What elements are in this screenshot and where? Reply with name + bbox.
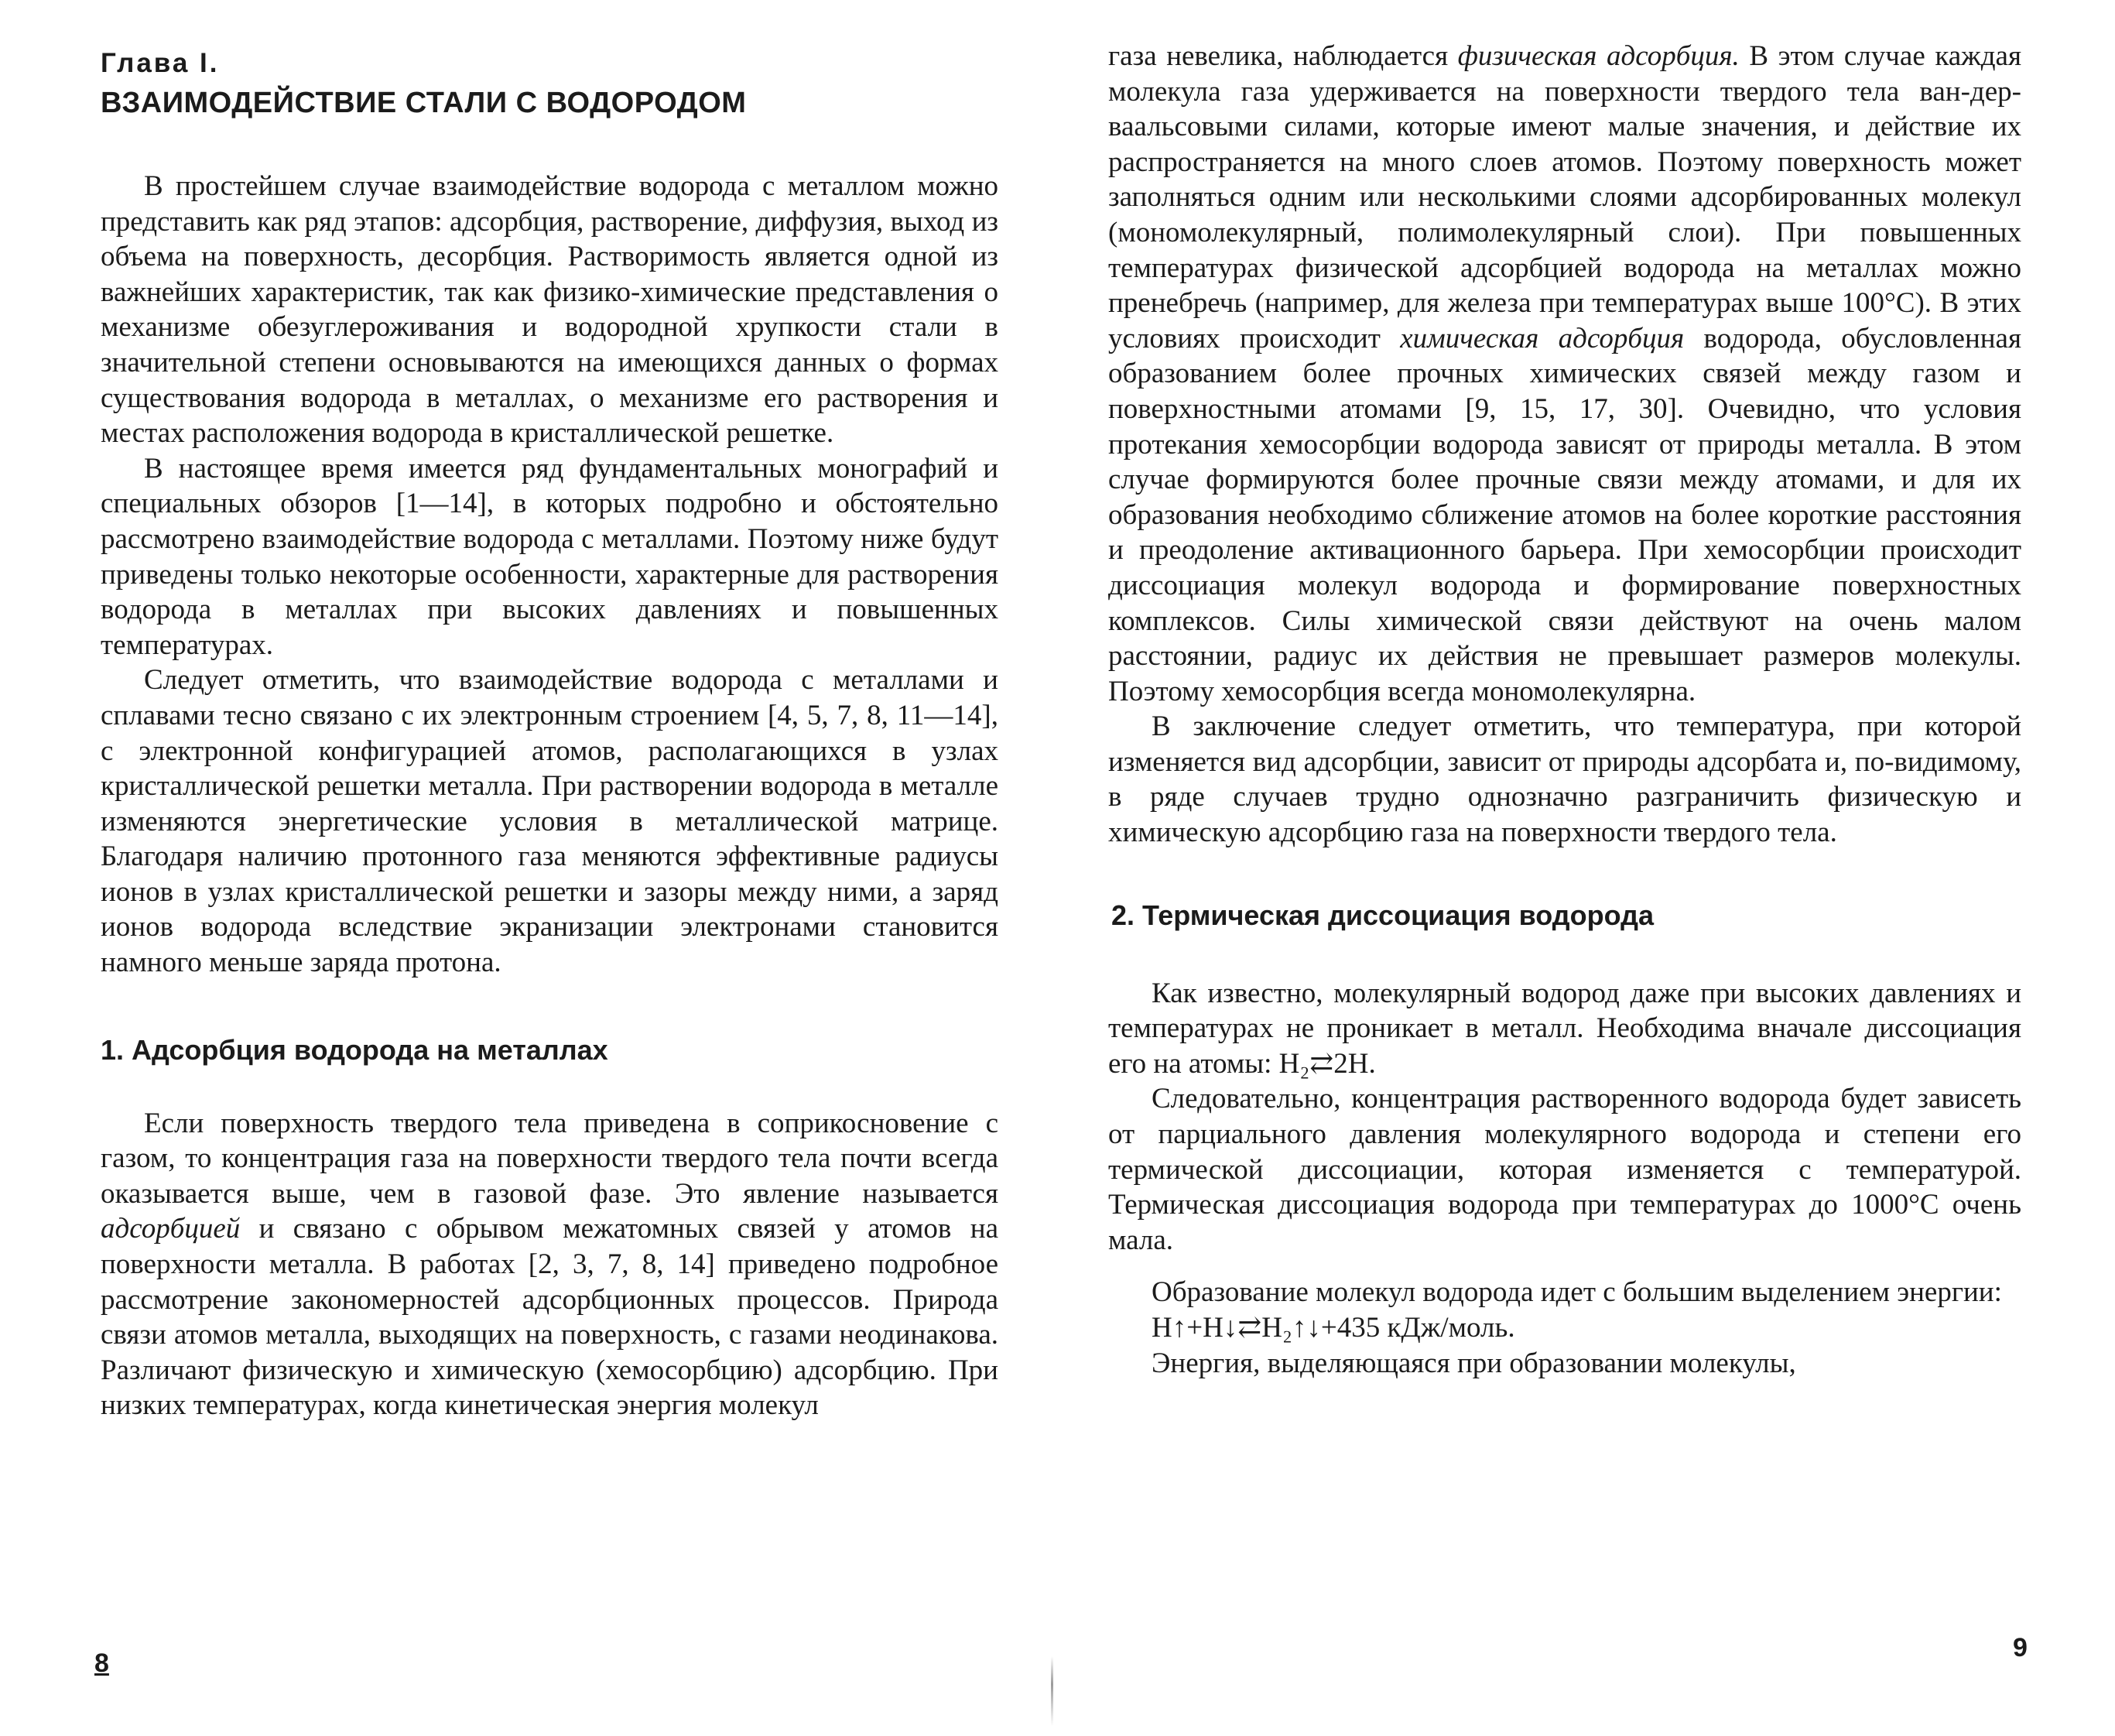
page-number-left: 8	[94, 1649, 109, 1678]
continuation-text-start: газа невелика, наблюдается	[1108, 40, 1458, 72]
physical-adsorption-term: физическая адсорбция.	[1457, 40, 1740, 72]
electronic-structure-paragraph: Следует отметить, что взаимодействие водорода с металлами и сплавами тесно связано с их электронным строением [4, 5, 7, 8, 11—14], с электронной конфигурацией атомов, располагающихся в узлах кристаллической решетки металла. При растворении водорода в металле изменяются энергетические условия в металлической матрице. Благодаря наличию протонного газа меняются эффективные радиусы ионов в узлах кристаллической решетки и зазоры между ними, а заряд ионов водорода вследствие экранизации электронами становится намного меньше заряда протона.	[101, 664, 998, 979]
dissociation-degree-paragraph: Следовательно, концентрация растворенного водорода будет зависеть от парциального давления молекулярного водорода и степени его термической диссоциации, которая изменяется с температурой. Термическая диссоциация водорода при температурах до 1000°С очень мала.	[1108, 1083, 2021, 1256]
left-page-text-column	[101, 45, 998, 1423]
section-2-heading: 2. Термическая диссоциация водорода	[1111, 899, 1654, 931]
continuation-text-end: водорода, обусловленная образованием более прочных химических связей между газом и поверхностными атомами [9, 15, 17, 30]. Очевидно, что условия протекания хемосорбции водорода зависят от природы металла. В этом случае формируются более прочные связи между атомами, и для их образования необходимо сближение атомов на более короткие расстояния и преодоление активационного барьера. При хемосорбции происходит диссоциация молекул водорода и формирование поверхностных комплексов. Силы химической связи действуют на очень малом расстоянии, радиус их действия не превышает размеров молекулы. Поэтому хемосорбция всегда мономолекулярна.	[1108, 322, 2021, 707]
energy-release-paragraph: Образование молекул водорода идет с большим выделением энергии:	[1152, 1276, 2002, 1309]
adsorption-paragraph-text-end: и связано с обрывом межатомных связей у атомов на поверхности металла. В работах [2, 3, 7, 8, 14] приведено подробное рассмотрение закономерностей адсорбционных процессов. Природа связи атомов металла, выходящих на поверхность, с газами неодинакова. Различают физическую и химическую (хемосорбцию) адсорбцию. При низких температурах, когда кинетическая энергия молекул	[101, 1213, 998, 1422]
adsorption-paragraph	[101, 1106, 998, 1423]
hydrogen-recombination-formula: H↑+H↓⇄H₂↑↓+435 кДж/моль.	[1152, 1312, 1515, 1344]
chemical-adsorption-term: химическая адсорбция	[1400, 322, 1685, 354]
conclusion-paragraph: В заключение следует отметить, что температура, при которой изменяется вид адсорбции, зависит от природы адсорбата и, по-видимому, в ряде случаев трудно однозначно разграничить физическую и химическую адсорбцию газа на поверхности твердого тела.	[1108, 710, 2021, 849]
intro-paragraph: В простейшем случае взаимодействие водорода с металлом можно представить как ряд этапов: адсорбция, растворение, диффузия, выход из объема на поверхность, десорбция. Растворимость является одной из важнейших характеристик, так как физико-химические представления о механизме обезуглероживания и водородной хрупкости стали в значительной степени основываются на имеющихся данных о формах существования водорода в металлах, о механизме его растворения и местах расположения водорода в кристаллической решетке.	[101, 170, 998, 450]
chapter-title: ВЗАИМОДЕЙСТВИЕ СТАЛИ С ВОДОРОДОМ	[101, 87, 747, 119]
book-gutter	[1051, 1656, 1053, 1726]
energy-continuation-paragraph: Энергия, выделяющаяся при образовании молекулы,	[1152, 1347, 1796, 1379]
continuation-text-middle: В этом случае каждая молекула газа удерживается на поверхности твердого тела ван-дер-ваальсовыми силами, которые имеют малые значения, и действие их распространяется на много слоев атомов. Поэтому поверхность может заполняться одним или несколькими слоями адсорбированных молекул (мономолекулярный, полимолекулярный слои). При повышенных температурах физической адсорбцией водорода на металлах можно пренебречь (например, для железа при температурах выше 100°С). В этих условиях происходит	[1108, 40, 2021, 354]
physical-chemical-adsorption-paragraph	[1108, 39, 2021, 709]
chapter-label: Глава I.	[101, 48, 220, 78]
adsorption-paragraph-text-start: Если поверхность твердого тела приведена в соприкосновение с газом, то концентрация газа на поверхности твердого тела почти всегда оказывается выше, чем в газовой фазе. Это явление называется	[101, 1107, 998, 1210]
section-1-heading: 1. Адсорбция водорода на металлах	[101, 1033, 608, 1066]
adsorption-term: адсорбцией	[101, 1213, 241, 1245]
page-number-right: 9	[2013, 1633, 2028, 1662]
right-page-text-column	[1108, 39, 2021, 1381]
left-page	[0, 0, 1057, 1736]
monographs-paragraph: В настоящее время имеется ряд фундаментальных монографий и специальных обзоров [1—14], в которых подробно и обстоятельно рассмотрено взаимодействие водорода с металлами. Поэтому ниже будут приведены только некоторые особенности, характерные для растворения водорода в металлах при высоких давлениях и повышенных температурах.	[101, 452, 998, 661]
right-page	[1057, 0, 2115, 1736]
molecular-hydrogen-paragraph: Как известно, молекулярный водород даже при высоких давлениях и температурах не проникает в металл. Необходима вначале диссоциация его на атомы: H₂⇄2H.	[1108, 977, 2021, 1080]
